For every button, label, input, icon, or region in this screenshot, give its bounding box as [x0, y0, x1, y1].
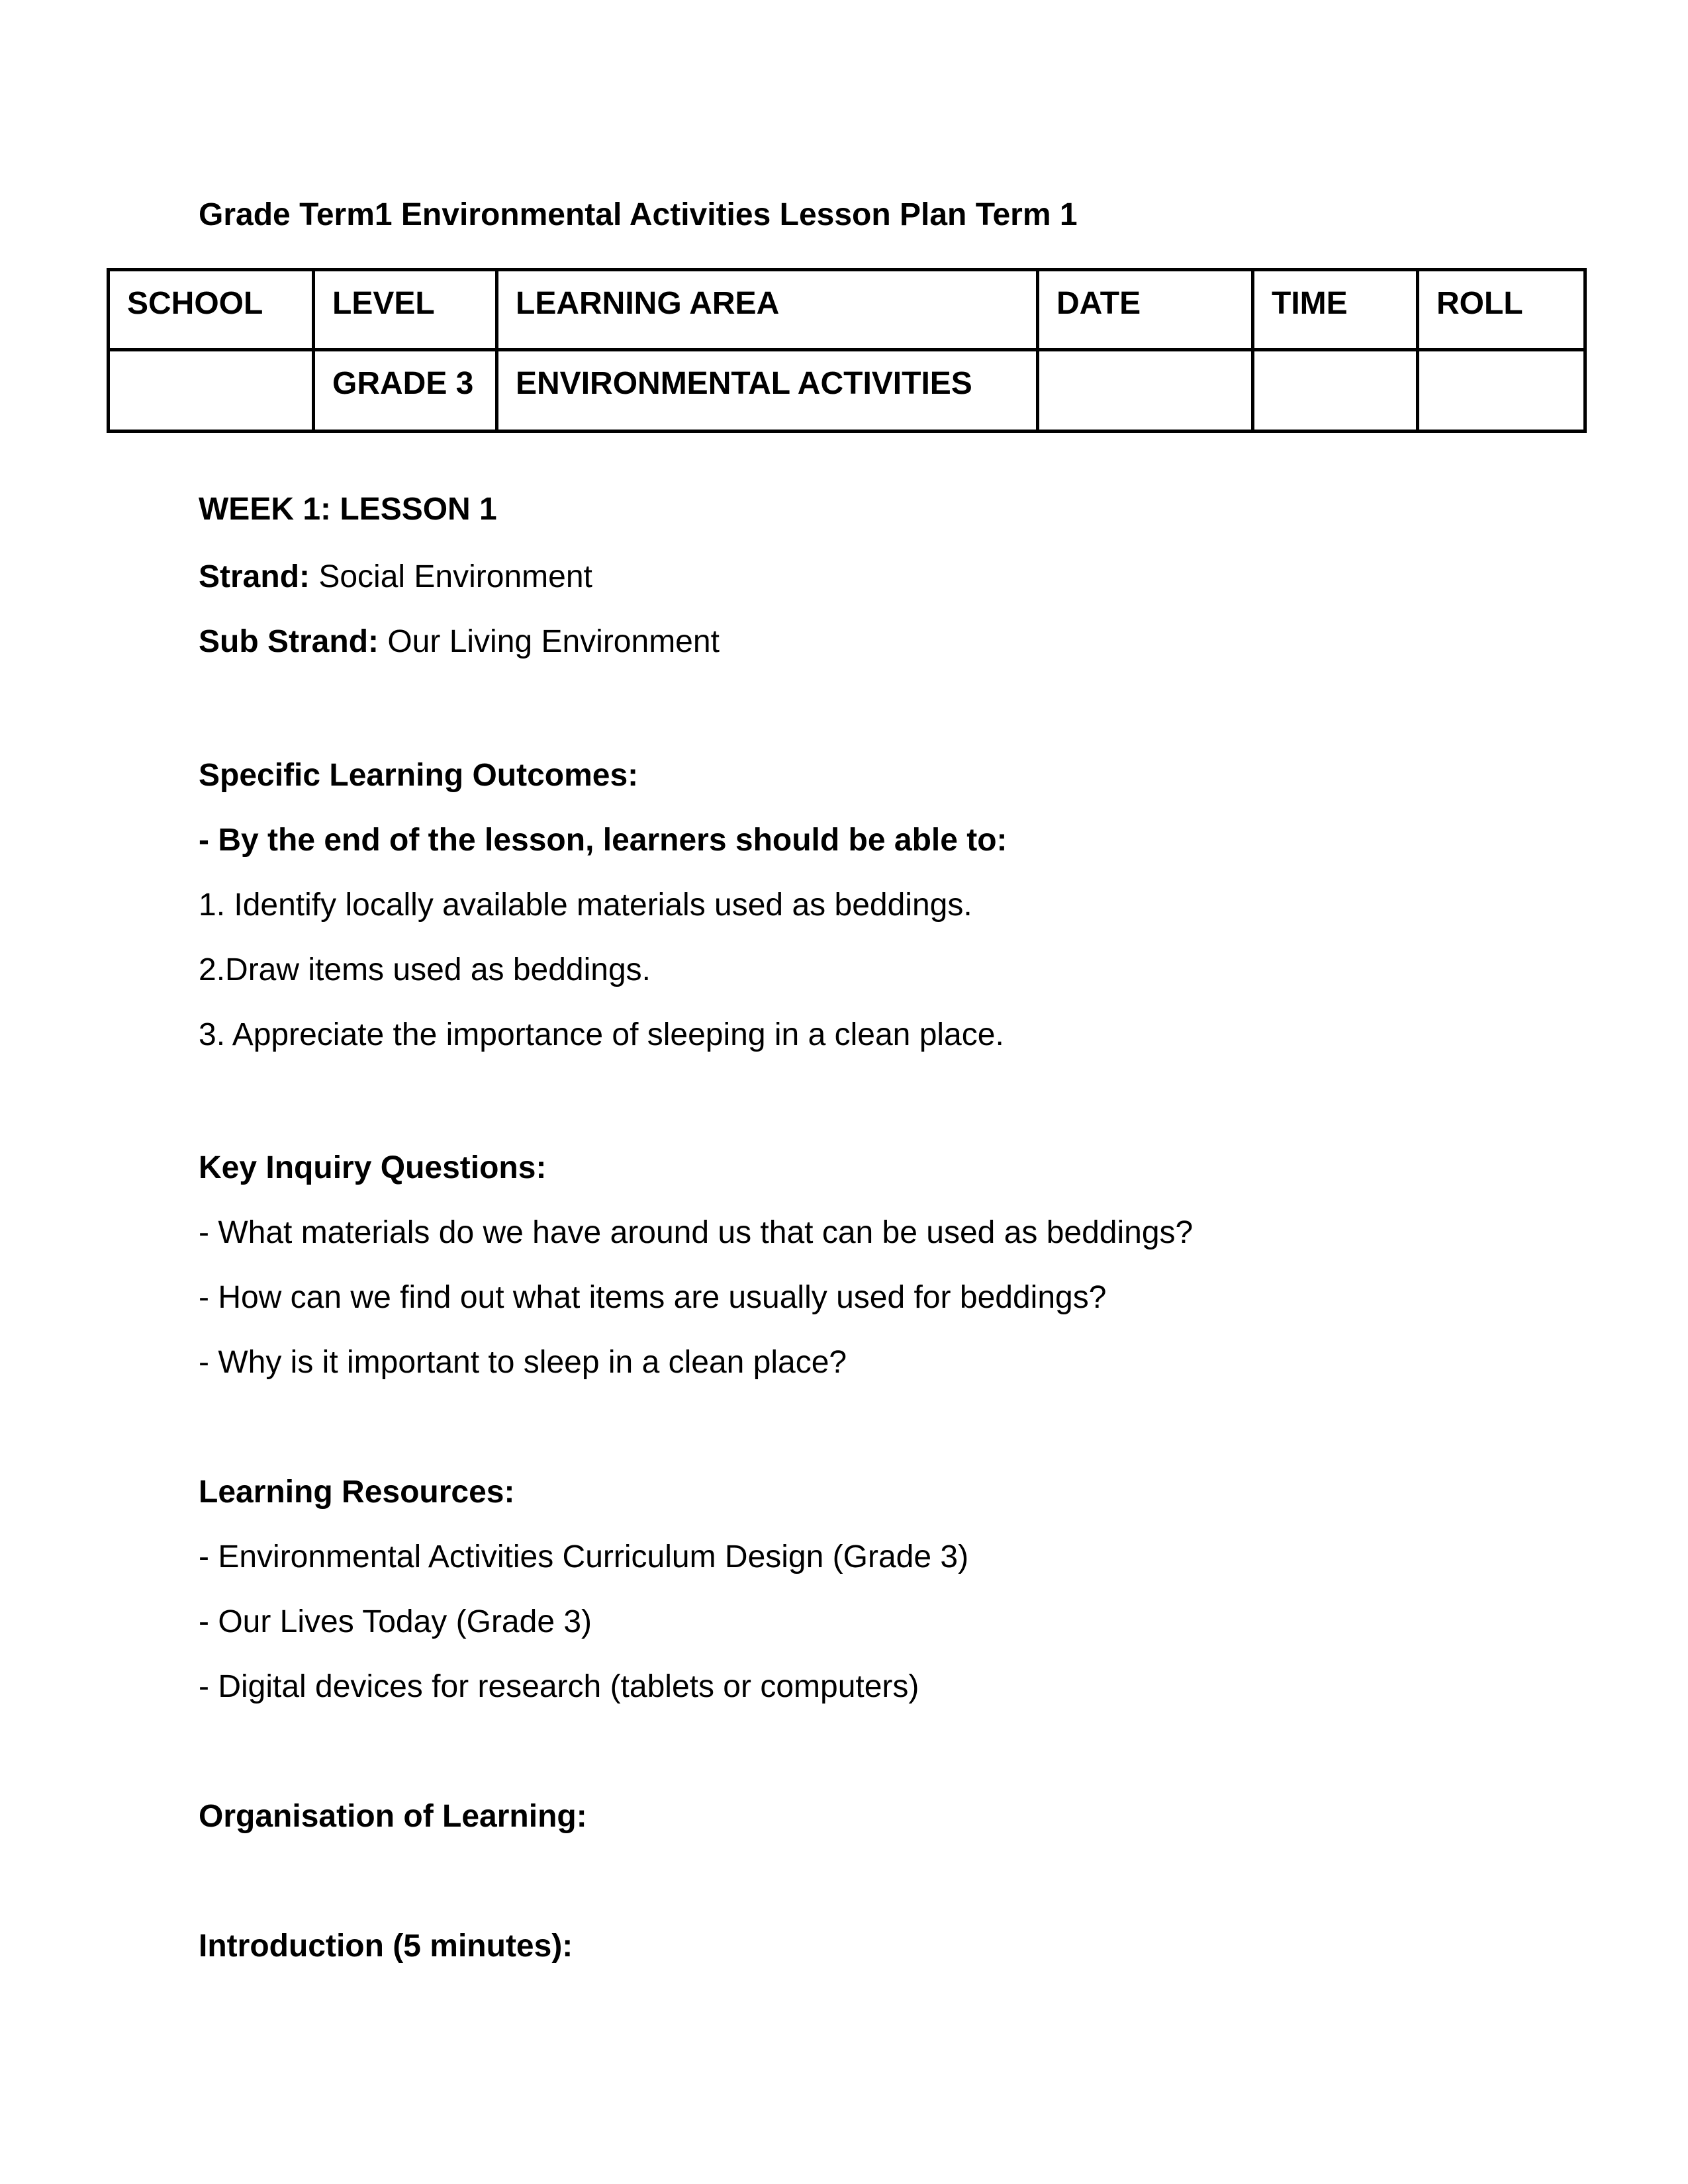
sub-strand-line [199, 622, 720, 662]
outcomes-intro: - By the end of the lesson, learners should be able to: [199, 823, 1008, 858]
inquiry-heading: Key Inquiry Questions: [199, 1150, 547, 1185]
lesson-info-table [107, 268, 1587, 433]
header-cell-time: TIME [1253, 270, 1418, 350]
header-cell-level: LEVEL [314, 270, 497, 350]
inquiry-question: - How can we find out what items are usually used for beddings? [199, 1280, 1107, 1315]
strand-line [199, 557, 592, 597]
table-header-row [109, 270, 1585, 350]
header-cell-date: DATE [1038, 270, 1253, 350]
outcome-item: 3. Appreciate the importance of sleeping in a clean place. [199, 1017, 1004, 1052]
header-cell-learning-area: LEARNING AREA [497, 270, 1038, 350]
value-cell-roll [1418, 350, 1585, 432]
introduction-heading: Introduction (5 minutes): [199, 1929, 573, 1964]
outcome-item: 2.Draw items used as beddings. [199, 952, 651, 987]
week-lesson-heading: WEEK 1: LESSON 1 [199, 492, 497, 527]
outcome-item: 1. Identify locally available materials used as beddings. [199, 887, 972, 923]
page-title: Grade Term1 Environmental Activities Lesson Plan Term 1 [199, 197, 1078, 232]
sub-strand-label: Sub Strand: [199, 624, 379, 659]
resource-item: - Digital devices for research (tablets or computers) [199, 1669, 919, 1704]
value-cell-level: GRADE 3 [314, 350, 497, 432]
header-cell-roll: ROLL [1418, 270, 1585, 350]
outcomes-heading: Specific Learning Outcomes: [199, 758, 639, 793]
resources-heading: Learning Resources: [199, 1475, 515, 1510]
value-cell-date [1038, 350, 1253, 432]
inquiry-question: - What materials do we have around us that can be used as beddings? [199, 1215, 1194, 1250]
resource-item: - Our Lives Today (Grade 3) [199, 1604, 592, 1639]
header-cell-school: SCHOOL [109, 270, 314, 350]
organisation-heading: Organisation of Learning: [199, 1799, 587, 1834]
strand-value: Social Environment [310, 559, 592, 594]
value-cell-time [1253, 350, 1418, 432]
value-cell-school [109, 350, 314, 432]
resource-item: - Environmental Activities Curriculum Design (Grade 3) [199, 1539, 969, 1574]
value-cell-learning-area: ENVIRONMENTAL ACTIVITIES [497, 350, 1038, 432]
strand-label: Strand: [199, 559, 310, 594]
table-value-row [109, 350, 1585, 432]
inquiry-question: - Why is it important to sleep in a clean place? [199, 1345, 847, 1380]
sub-strand-value: Our Living Environment [379, 624, 720, 659]
